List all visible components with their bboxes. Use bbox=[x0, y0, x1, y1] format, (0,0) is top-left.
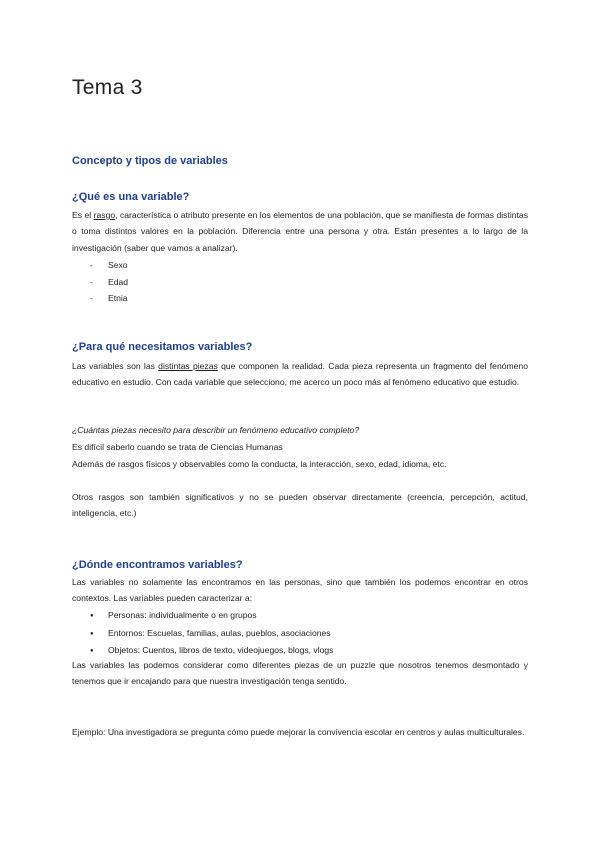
paragraph-line: Además de rasgos físicos y observables como la conducta, la interacción, sexo, edad, idioma, etc. bbox=[72, 459, 447, 469]
heading-para-que: ¿Para qué necesitamos variables? bbox=[72, 341, 253, 353]
list-item: - Etnia bbox=[90, 290, 128, 307]
list-item: ● Personas: individualmente o en grupos bbox=[90, 607, 333, 625]
heading-donde: ¿Dónde encontramos variables? bbox=[72, 559, 243, 571]
paragraph-intro: Las variables no solamente las encontramos en las personas, sino que también los podemos encontrar en otros contextos. Las variables pueden caracterizar a: bbox=[72, 577, 528, 604]
text-part: Las variables son las bbox=[72, 361, 159, 371]
paragraph-puzzle: Las variables las podemos considerar como diferentes piezas de un puzzle que nosotros tenemos desmontado y tenemos que ir encajando para que nuestra investigación tenga sentido. bbox=[72, 660, 528, 687]
paragraph-ejemplo: Ejemplo: Una investigadora se pregunta cómo puede mejorar la convivencia escolar en centros y aulas multiculturales. bbox=[72, 727, 525, 737]
text-part: , característica o atributo presente en los elementos de una población, que se manifiesta de formas distintas o toma distintos valores en la población. Diferencia entre una persona y otra. Están presentes a lo largo de la investigación (saber que vamos a analizar). bbox=[72, 210, 529, 253]
list-item: - Edad bbox=[90, 274, 128, 291]
list-item: - Sexo bbox=[90, 257, 128, 274]
paragraph-line: Es difícil saberlo cuando se trata de Ciencias Humanas bbox=[72, 442, 283, 452]
question-text: ¿Cuántas piezas necesito para describir un fenómeno educativo completo? bbox=[72, 425, 360, 435]
contexts-list bbox=[90, 607, 333, 660]
variables-example-list bbox=[90, 257, 128, 307]
paragraph-line: Otros rasgos son también significativos y no se pueden observar directamente (creencia, percepción, actitud, inteligencia, etc.) bbox=[72, 492, 528, 519]
underlined-term: distintas piezas bbox=[158, 361, 218, 371]
text-part: que componen la realidad. Cada pieza representa un fragmento del fenómeno educativo en estudio. Con cada variable que selecciono, me acerco un poco más al fenómeno educativo que estudio. bbox=[72, 361, 528, 388]
text-part: Es el bbox=[72, 210, 94, 220]
list-item: ● Objetos: Cuentos, libros de texto, videojuegos, blogs, vlogs bbox=[90, 642, 333, 660]
paragraph-piezas bbox=[72, 358, 528, 391]
underlined-term: rasgo bbox=[93, 210, 116, 220]
section-subtitle: Concepto y tipos de variables bbox=[72, 155, 228, 167]
page-title: Tema 3 bbox=[72, 76, 143, 99]
list-item: ● Entornos: Escuelas, familias, aulas, pueblos, asociaciones bbox=[90, 625, 333, 643]
heading-que-es-variable: ¿Qué es una variable? bbox=[72, 191, 190, 203]
paragraph-definicion bbox=[72, 207, 528, 256]
